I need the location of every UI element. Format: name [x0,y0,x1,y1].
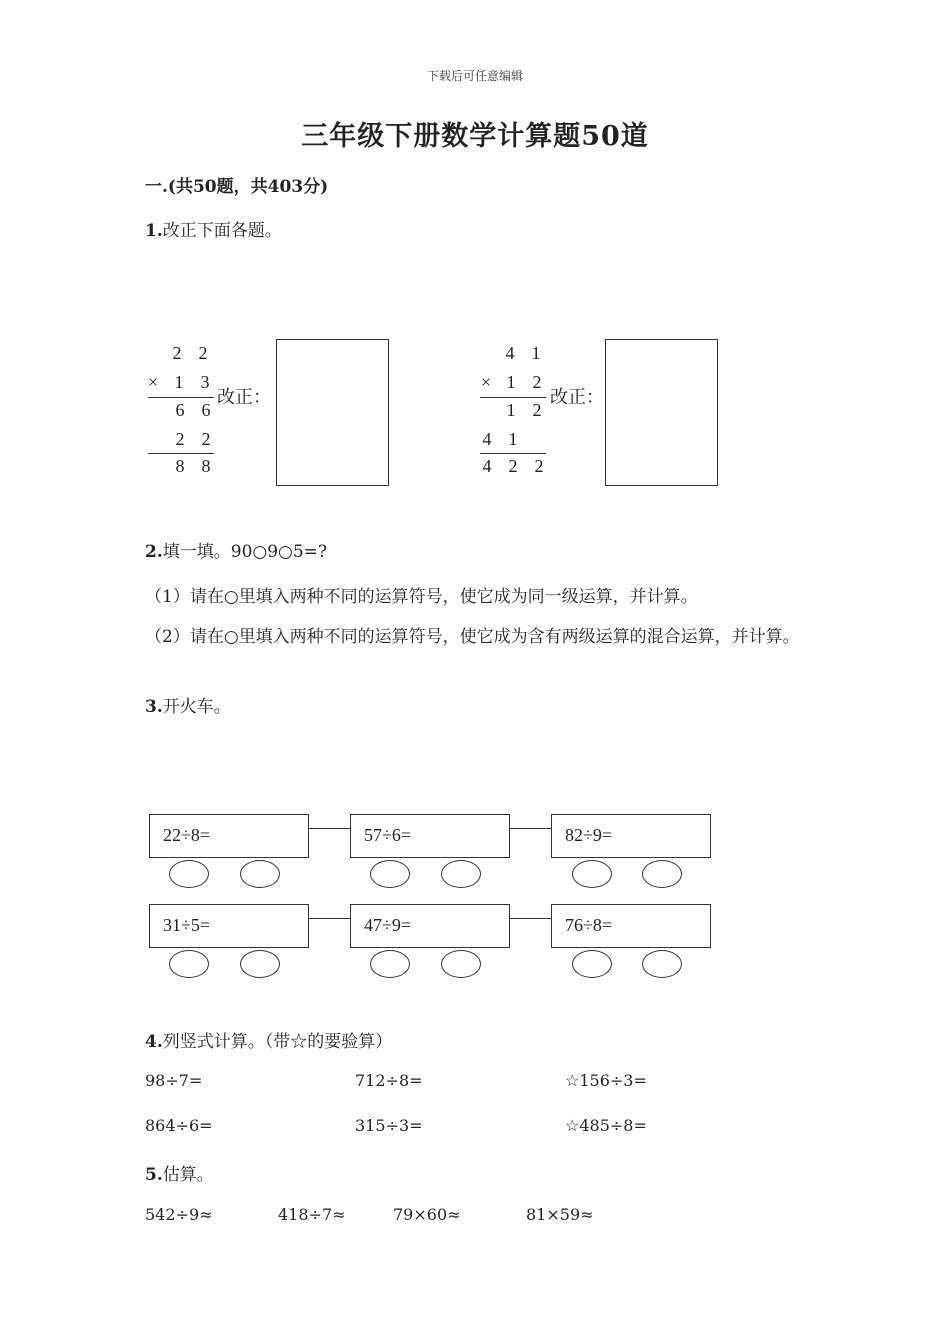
digit: 2 [175,429,185,449]
wheel [370,860,410,888]
fix-label: 改正： [217,387,271,408]
wheel [370,950,410,978]
wheel [572,950,612,978]
digit: 2 [172,343,182,363]
question-3 [145,692,231,717]
train-car [149,814,309,858]
digit: 6 [201,400,211,420]
wheel [169,860,209,888]
question-text: 列竖式计算。（带☆的要验算） [162,1032,393,1052]
wheel [572,860,612,888]
question-1 [145,216,282,241]
digit: 8 [201,456,211,476]
train-coupler [510,828,551,829]
car-expression: 82÷9= [565,825,613,845]
train-car [149,904,309,948]
digit: 1 [174,372,184,392]
section-heading: 一.(共50题，共403分) [145,177,329,197]
division-item-check: ☆156÷3= [565,1071,647,1090]
estimate-item: 542÷9≈ [145,1205,213,1224]
rule-line [480,397,546,398]
question-5 [145,1160,214,1185]
digit: 2 [532,400,542,420]
car-expression: 22÷8= [163,825,211,845]
train-car [350,814,510,858]
car-expression: 76÷8= [565,915,613,935]
division-item-check: ☆485÷8= [565,1116,647,1135]
car-expression: 47÷9= [364,915,412,935]
answer-box[interactable] [605,339,718,486]
digit: 2 [201,429,211,449]
wheel [240,950,280,978]
answer-box[interactable] [276,339,389,486]
fix-label: 改正： [550,387,604,408]
wheel [441,860,481,888]
wheel [169,950,209,978]
multiplication-problem-b [477,340,552,480]
times-sign: × [147,372,159,392]
sub-question-2: （2）请在○里填入两种不同的运算符号，使它成为含有两级运算的混合运算，并计算。 [145,627,800,647]
question-text: 估算。 [162,1165,214,1185]
train-coupler [309,828,350,829]
division-item: 315÷3= [355,1116,423,1135]
digit: 6 [175,400,185,420]
digit: 4 [505,343,515,363]
question-text: 填一填。90○9○5=? [162,542,328,562]
digit: 1 [506,372,516,392]
rule-line [148,453,214,454]
multiplication-problem-a [145,340,220,480]
times-sign: × [480,372,492,392]
question-number: 3. [145,697,163,717]
question-text: 开火车。 [162,697,231,717]
digit: 4 [482,456,492,476]
question-2 [145,537,327,562]
digit: 4 [482,429,492,449]
estimate-item: 418÷7≈ [278,1205,346,1224]
question-4 [145,1027,392,1052]
digit: 2 [198,343,208,363]
digit: 1 [506,400,516,420]
train-car [551,904,711,948]
wheel [642,950,682,978]
rule-line [480,453,546,454]
train-coupler [309,918,350,919]
question-number: 5. [145,1165,163,1185]
wheel [441,950,481,978]
division-item: 98÷7= [145,1071,203,1090]
train-car [551,814,711,858]
rule-line [148,397,214,398]
train-coupler [510,918,551,919]
digit: 2 [534,456,544,476]
wheel [642,860,682,888]
car-expression: 31÷5= [163,915,211,935]
digit: 2 [508,456,518,476]
digit: 1 [508,429,518,449]
wheel [240,860,280,888]
division-item: 712÷8= [355,1071,423,1090]
question-text: 改正下面各题。 [162,221,282,241]
digit: 2 [532,372,542,392]
estimate-item: 79×60≈ [393,1205,461,1224]
estimate-item: 81×59≈ [526,1205,594,1224]
car-expression: 57÷6= [364,825,412,845]
question-number: 2. [145,542,163,562]
header-note: 下载后可任意编辑 [426,69,523,83]
digit: 8 [175,456,185,476]
page-title: 三年级下册数学计算题50道 [301,121,649,152]
division-item: 864÷6= [145,1116,213,1135]
sub-question-1: （1）请在○里填入两种不同的运算符号，使它成为同一级运算，并计算。 [145,587,698,607]
question-number: 1. [145,221,163,241]
question-number: 4. [145,1032,163,1052]
digit: 3 [200,372,210,392]
train-car [350,904,510,948]
digit: 1 [531,343,541,363]
